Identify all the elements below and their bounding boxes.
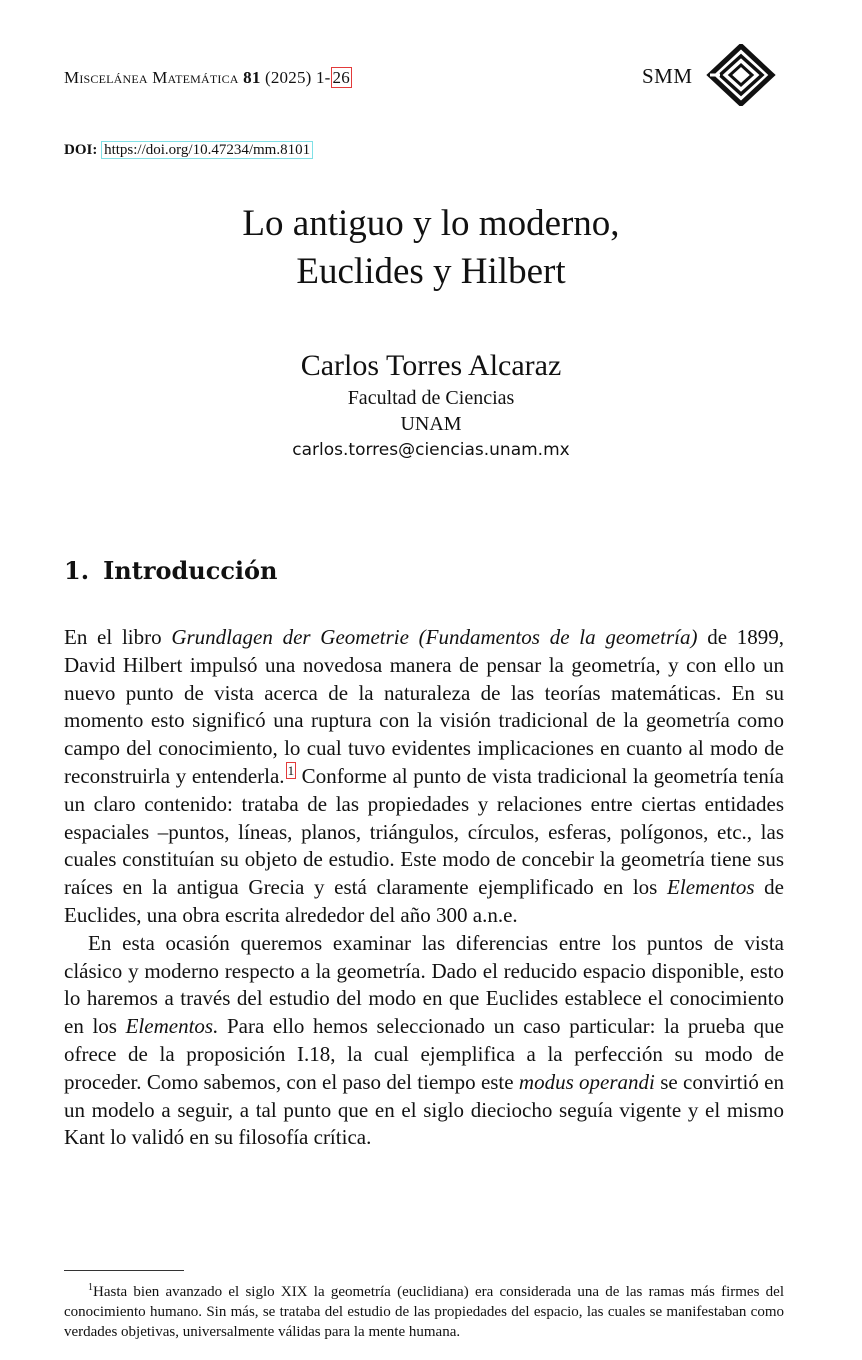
doi-label: DOI: xyxy=(64,142,98,158)
journal-name: Miscelánea Matemática xyxy=(64,68,239,87)
doi-link[interactable]: https://doi.org/10.47234/mm.8101 xyxy=(101,141,313,159)
page-range-end-link[interactable]: 26 xyxy=(332,68,350,87)
text-run: se convirtió en un modelo a seguir, a tal punto que en el siglo dieciocho seguía vigente y el mismo Kant lo validó en su filosofía crítica. xyxy=(64,1069,784,1150)
author-name: Carlos Torres Alcaraz xyxy=(300,349,562,382)
journal-volume: 81 xyxy=(243,68,261,87)
smm-diamond-logo-icon xyxy=(706,44,776,106)
text-run: Conforme al punto de vista tradicional la geometría tenía un claro contenido: trataba de las propiedades y relaciones entre ciertas entidades espaciales –puntos, líneas, planos, triángulos, círculos, esferas, polígonos, etc., las cuales constituían su objeto de estudio. Este modo de concebir la geometría tiene sus raíces en la antigua Grecia y está claramente ejemplificado en los xyxy=(64,763,784,900)
society-abbreviation: SMM xyxy=(642,64,693,88)
author-affiliation-faculty: Facultad de Ciencias xyxy=(347,387,515,409)
society-logo xyxy=(642,44,777,106)
author-affiliation-university: UNAM xyxy=(400,413,462,435)
body-text xyxy=(64,624,784,1152)
author-block xyxy=(0,347,862,463)
text-run: Para ello hemos seleccionado un caso particular: la prueba que ofrece de la proposición I.18, la cual ejemplifica a la perfección su modo de proceder. Como sabemos, con el paso del tiempo este xyxy=(64,1014,784,1094)
paper-title xyxy=(0,200,862,296)
text-run: En esta ocasión queremos examinar las diferencias entre los puntos de vista clásico y moderno respecto a la geometría. Dado el reducido espacio disponible, esto lo haremos a través del estudio del modo en que Euclides establece el conocimiento en los xyxy=(64,930,784,1039)
author-email[interactable]: carlos.torres@ciencias.unam.mx xyxy=(292,440,570,460)
journal-year: (2025) xyxy=(264,68,312,87)
section-number: 1. xyxy=(64,556,90,585)
text-run: En el libro xyxy=(64,625,172,649)
footnote-reference-link[interactable]: 1 xyxy=(287,762,295,778)
page-range-start: 1- xyxy=(315,68,331,87)
text-run: de Euclides, una obra escrita alrededor del año 300 a.n.e. xyxy=(64,875,784,927)
text-run-italic: Elementos. xyxy=(125,1014,219,1039)
section-heading xyxy=(64,556,278,585)
section-title: Introducción xyxy=(103,556,278,585)
paragraph-1 xyxy=(64,624,784,930)
doi-line xyxy=(64,142,313,159)
text-run-italic: Elementos xyxy=(667,875,755,900)
footnote-divider xyxy=(64,1270,184,1271)
text-run-italic: modus operandi xyxy=(518,1069,655,1094)
journal-citation xyxy=(64,68,352,88)
text-run-italic: Grundlagen der Geometrie (Fundamentos de la geometría) xyxy=(171,625,698,649)
title-line-2: Euclides y Hilbert xyxy=(296,251,566,292)
title-line-1: Lo antiguo y lo moderno, xyxy=(242,203,620,244)
paragraph-2 xyxy=(64,930,784,1152)
text-run: de 1899, David Hilbert impulsó una novedosa manera de pensar la geometría, y con ello un nuevo punto de vista acerca de la naturaleza de las teorías matemáticas. En su momento esto significó una ruptura con la visión tradicional de la geometría como campo del conocimiento, lo cual tuvo evidentes implicaciones en cuanto al modo de reconstruirla y entenderla. xyxy=(64,625,784,788)
footnote-text: Hasta bien avanzado el siglo XIX la geometría (euclidiana) era considerada una de las ramas más firmes del conocimiento humano. Sin más, se trataba del estudio de las propiedades del espacio, las cuales se manifestaban como verdades objetivas, universalmente válidas para la mente humana. xyxy=(64,1284,784,1340)
footnote-marker: 1 xyxy=(88,1282,93,1293)
footnote xyxy=(64,1278,784,1342)
